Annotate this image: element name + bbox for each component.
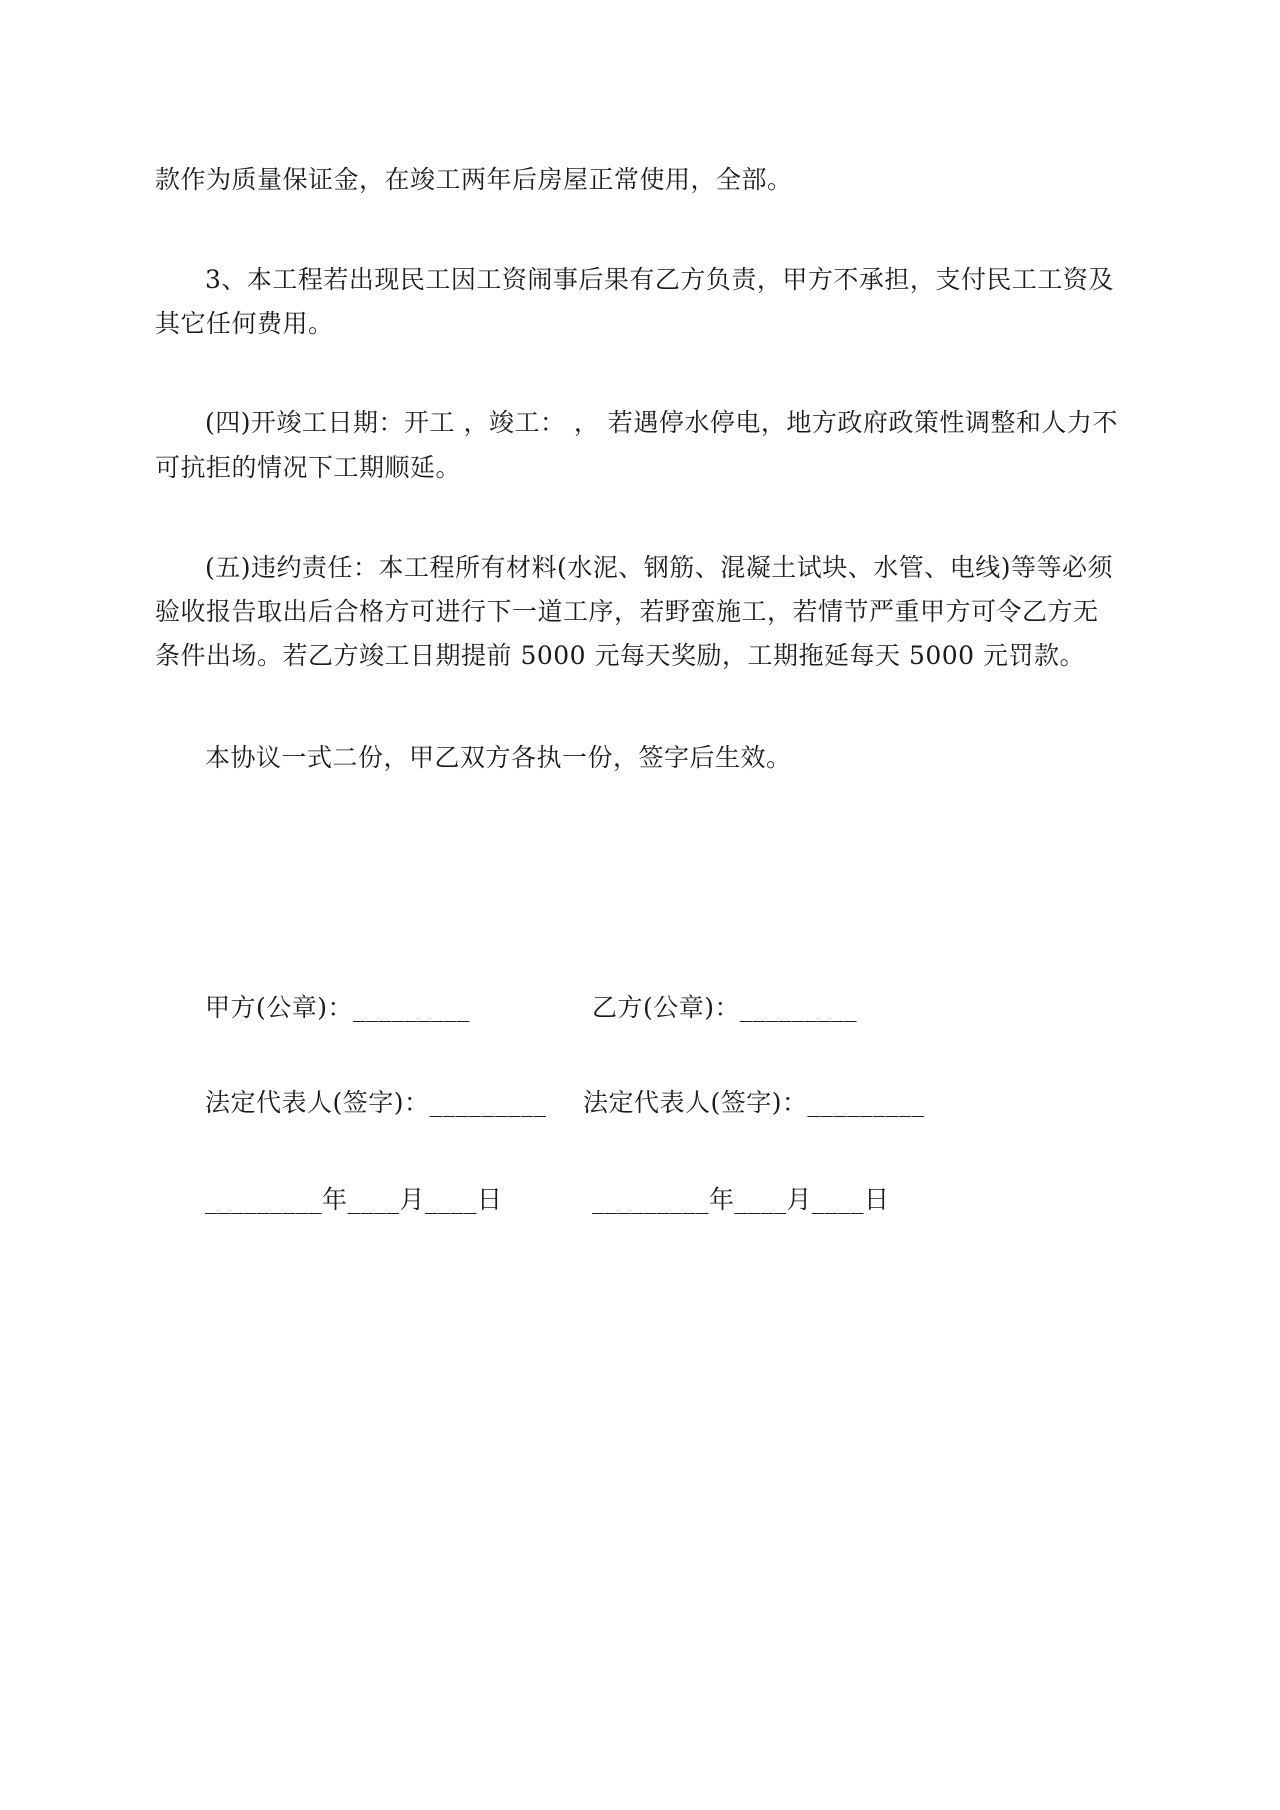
party-a-seal-field: 甲方(公章)：_________	[205, 993, 471, 1022]
party-a-rep-field: 法定代表人(签字)：_________	[205, 1088, 547, 1117]
paragraph-line: 验收报告取出后合格方可进行下一道工序，若野蛮施工，若情节严重甲方可令乙方无	[155, 597, 1099, 626]
paragraph-line: (五)违约责任：本工程所有材料(水泥、钢筋、混凝土试块、水管、电线)等等必须	[205, 553, 1114, 582]
paragraph-line: 本协议一式二份，甲乙双方各执一份，签字后生效。	[205, 743, 792, 772]
party-b-seal-field: 乙方(公章)：_________	[592, 993, 858, 1022]
paragraph-line: 3、本工程若出现民工因工资闹事后果有乙方负责，甲方不承担，支付民工工资及	[205, 265, 1114, 294]
paragraph-line: 其它任何费用。	[155, 309, 334, 338]
paragraph-line: (四)开竣工日期：开工 ，竣工： ， 若遇停水停电，地方政府政策性调整和人力不	[205, 408, 1118, 437]
paragraph-line: 可抗拒的情况下工期顺延。	[155, 453, 462, 482]
party-a-date-field: _________年____月____日	[205, 1185, 503, 1214]
paragraph-line: 条件出场。若乙方竣工日期提前 5000 元每天奖励，工期拖延每天 5000 元罚款。	[155, 641, 1086, 670]
paragraph-line: 款作为质量保证金，在竣工两年后房屋正常使用，全部。	[155, 165, 793, 194]
party-b-date-field: _________年____月____日	[592, 1185, 890, 1214]
party-b-rep-field: 法定代表人(签字)：_________	[583, 1088, 925, 1117]
